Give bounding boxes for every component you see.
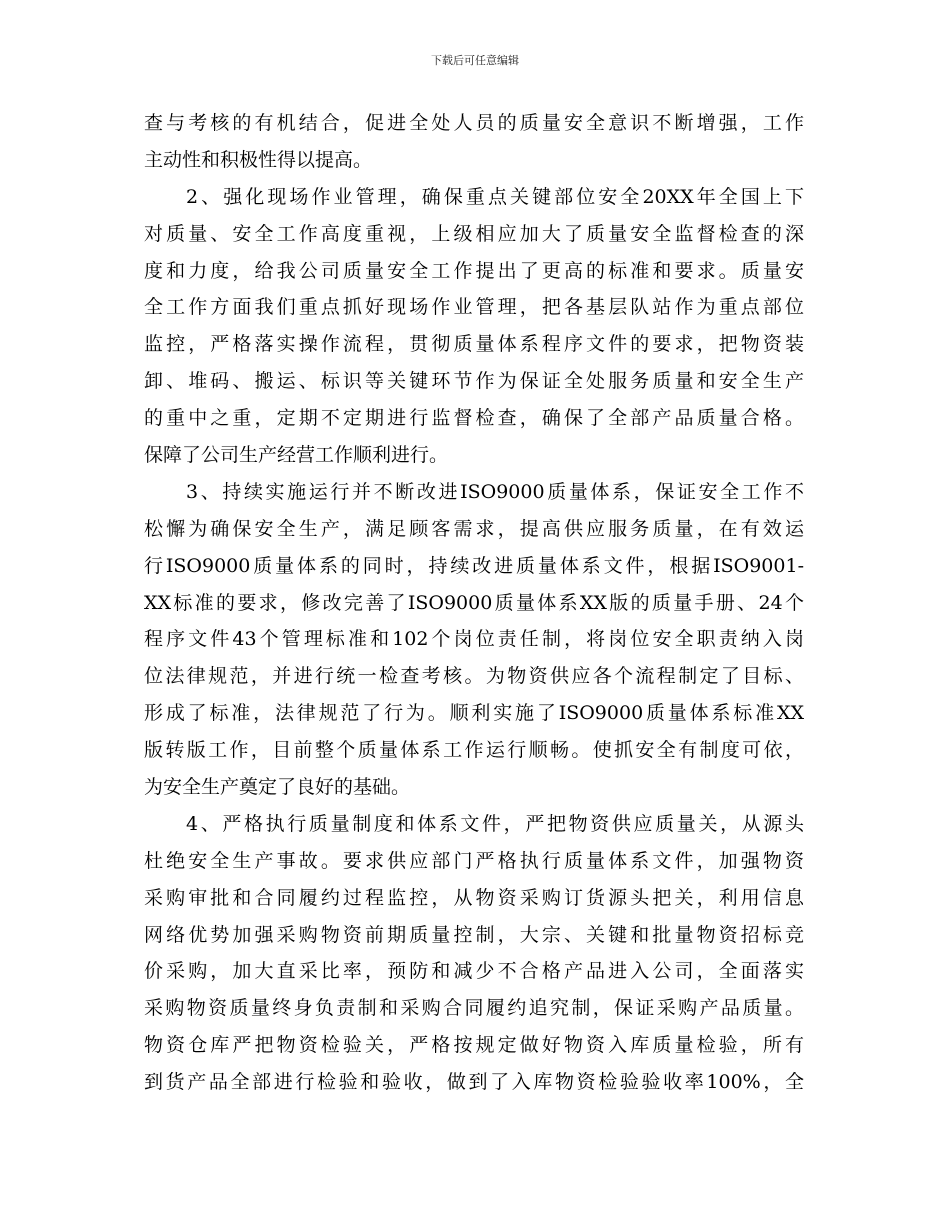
text-line: 价采购，加大直采比率，预防和减少不合格产品进入公司，全面落实 <box>144 960 804 983</box>
text-line: 为安全生产奠定了良好的基础。 <box>144 776 411 799</box>
text-line: 查与考核的有机结合，促进全处人员的质量安全意识不断增强，工作 <box>144 112 804 134</box>
text-line: 版转版工作，目前整个质量体系工作运行顺畅。使抓安全有制度可依， <box>144 739 804 762</box>
text-line: 网络优势加强采购物资前期质量控制，大宗、关键和批量物资招标竞 <box>144 923 804 946</box>
text-line: 主动性和积极性得以提高。 <box>144 148 373 171</box>
text-line: 程序文件43个管理标准和102个岗位责任制，将岗位安全职责纳入岗 <box>144 628 804 651</box>
text-line: 形成了标准，法律规范了行为。顺利实施了ISO9000质量体系标准XX <box>144 702 804 725</box>
text-line: 全工作方面我们重点抓好现场作业管理，把各基层队站作为重点部位 <box>144 296 804 319</box>
text-line: 2、强化现场作业管理，确保重点关键部位安全20XX年全国上下 <box>186 185 804 208</box>
text-line: 松懈为确保安全生产，满足顾客需求，提高供应服务质量，在有效运 <box>144 517 804 540</box>
text-line: 杜绝安全生产事故。要求供应部门严格执行质量体系文件，加强物资 <box>144 849 804 872</box>
text-line: 度和力度，给我公司质量安全工作提出了更高的标准和要求。质量安 <box>144 259 804 282</box>
text-line: 行ISO9000质量体系的同时，持续改进质量体系文件，根据ISO9001- <box>144 554 804 577</box>
text-line: 对质量、安全工作高度重视，上级相应加大了质量安全监督检查的深 <box>144 222 804 245</box>
text-line: 监控，严格落实操作流程，贯彻质量体系程序文件的要求，把物资装 <box>144 333 804 356</box>
text-line: 物资仓库严把物资检验关，严格按规定做好物资入库质量检验，所有 <box>144 1034 804 1057</box>
text-line: 到货产品全部进行检验和验收，做到了入库物资检验验收率100%，全 <box>144 1071 804 1094</box>
page-header-note: 下载后可任意编辑 <box>431 54 519 67</box>
text-line: 采购审批和合同履约过程监控，从物资采购订货源头把关，利用信息 <box>144 886 804 909</box>
text-line: 的重中之重，定期不定期进行监督检查，确保了全部产品质量合格。 <box>144 407 804 430</box>
document-body <box>144 105 804 1101</box>
text-line: 3、持续实施运行并不断改进ISO9000质量体系，保证安全工作不 <box>186 480 804 503</box>
text-line: 保障了公司生产经营工作顺利进行。 <box>144 444 449 467</box>
text-line: 卸、堆码、搬运、标识等关键环节作为保证全处服务质量和安全生产 <box>144 370 804 393</box>
text-line: 采购物资质量终身负责制和采购合同履约追究制，保证采购产品质量。 <box>144 997 804 1020</box>
text-line: 4、严格执行质量制度和体系文件，严把物资供应质量关，从源头 <box>186 812 804 835</box>
text-line: XX标准的要求，修改完善了ISO9000质量体系XX版的质量手册、24个 <box>144 591 804 614</box>
text-line: 位法律规范，并进行统一检查考核。为物资供应各个流程制定了目标、 <box>144 665 804 688</box>
